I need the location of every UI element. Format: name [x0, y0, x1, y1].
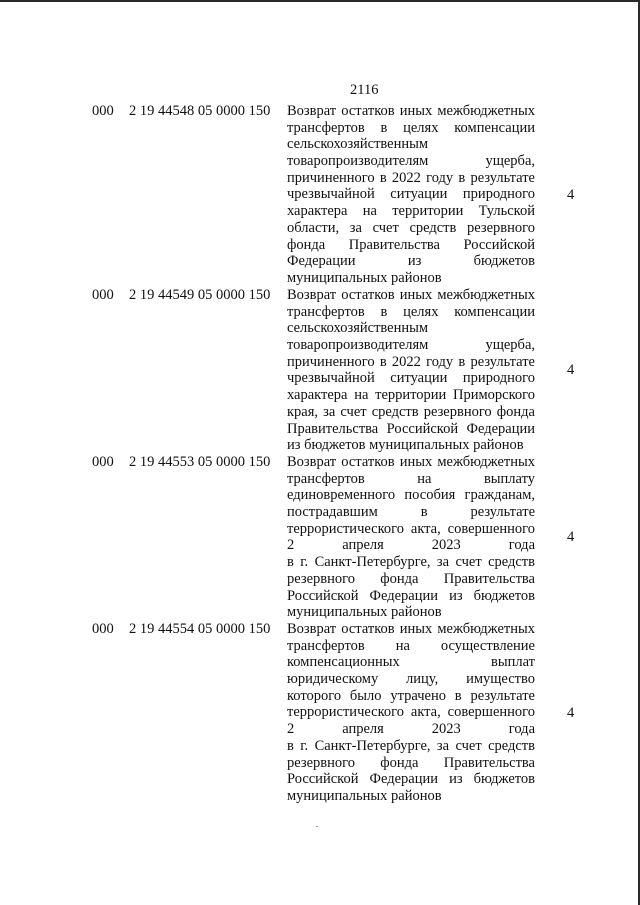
- admin-code-cell: 000: [92, 287, 114, 303]
- name-line: юридическому лицу, имущество: [287, 671, 535, 688]
- scan-artifact: [316, 826, 318, 827]
- name-line: трансфертов в целях компенсации: [287, 119, 535, 136]
- name-line: Российской Федерации из бюджетов: [287, 587, 535, 604]
- name-line: Возврат остатков иных межбюджетных: [287, 287, 535, 303]
- name-line: трансфертов на осуществление: [287, 637, 535, 654]
- name-line: 2 апреля 2023 года: [287, 537, 535, 554]
- name-line: чрезвычайной ситуации природного: [287, 186, 535, 203]
- name-line: пострадавшим в результате: [287, 504, 535, 521]
- name-line: края, за счет средств резервного фонда: [287, 403, 535, 420]
- name-line: резервного фонда Правительства: [287, 754, 535, 771]
- name-line: 2 апреля 2023 года: [287, 721, 535, 738]
- name-line: муниципальных районов: [287, 604, 442, 621]
- name-line: террористического акта, совершенного: [287, 704, 535, 721]
- kbk-code-cell: 2 19 44554 05 0000 150: [129, 621, 271, 637]
- name-line: Возврат остатков иных межбюджетных: [287, 621, 535, 637]
- name-line: Правительства Российской Федерации: [287, 420, 535, 437]
- name-line: характера на территории Тульской: [287, 203, 535, 220]
- name-line: причиненного в 2022 году в результате: [287, 169, 535, 186]
- name-line: из бюджетов муниципальных районов: [287, 437, 524, 454]
- amount-cell: 4: [567, 529, 575, 545]
- name-line: сельскохозяйственным: [287, 320, 429, 337]
- name-line: Возврат остатков иных межбюджетных: [287, 103, 535, 119]
- name-line: области, за счет средств резервного: [287, 219, 535, 236]
- revenue-name-cell: [287, 454, 535, 621]
- name-line: Российской Федерации из бюджетов: [287, 771, 535, 788]
- name-line: трансфертов в целях компенсации: [287, 303, 535, 320]
- revenue-name-cell: [287, 287, 535, 454]
- name-line: единовременного пособия гражданам,: [287, 487, 535, 504]
- name-line: Возврат остатков иных межбюджетных: [287, 454, 535, 470]
- name-line: сельскохозяйственным: [287, 136, 429, 153]
- kbk-code-cell: 2 19 44548 05 0000 150: [129, 103, 271, 119]
- name-line: компенсационных выплат: [287, 654, 535, 671]
- name-line: муниципальных районов: [287, 787, 442, 804]
- revenue-name-cell: [287, 621, 535, 805]
- name-line: которого было утрачено в результате: [287, 687, 535, 704]
- name-line: товаропроизводителям ущерба,: [287, 153, 535, 170]
- name-line: характера на территории Приморского: [287, 387, 535, 404]
- admin-code-cell: 000: [92, 103, 114, 119]
- amount-cell: 4: [567, 187, 575, 203]
- amount-cell: 4: [567, 362, 575, 378]
- name-line: фонда Правительства Российской: [287, 236, 535, 253]
- name-line: в г. Санкт-Петербурге, за счет средств: [287, 737, 535, 754]
- name-line: террористического акта, совершенного: [287, 520, 535, 537]
- admin-code-cell: 000: [92, 621, 114, 637]
- admin-code-cell: 000: [92, 454, 114, 470]
- revenue-name-cell: [287, 103, 535, 287]
- name-line: Федерации из бюджетов: [287, 253, 535, 270]
- name-line: муниципальных районов: [287, 269, 442, 286]
- name-line: причиненного в 2022 году в результате: [287, 353, 535, 370]
- name-line: трансфертов на выплату: [287, 470, 535, 487]
- name-line: товаропроизводителям ущерба,: [287, 337, 535, 354]
- kbk-code-cell: 2 19 44549 05 0000 150: [129, 287, 271, 303]
- name-line: в г. Санкт-Петербурге, за счет средств: [287, 554, 535, 571]
- name-line: резервного фонда Правительства: [287, 570, 535, 587]
- name-line: чрезвычайной ситуации природного: [287, 370, 535, 387]
- page-number: 2116: [350, 82, 379, 98]
- scan-border-top: [0, 0, 640, 2]
- amount-cell: 4: [567, 705, 575, 721]
- kbk-code-cell: 2 19 44553 05 0000 150: [129, 454, 271, 470]
